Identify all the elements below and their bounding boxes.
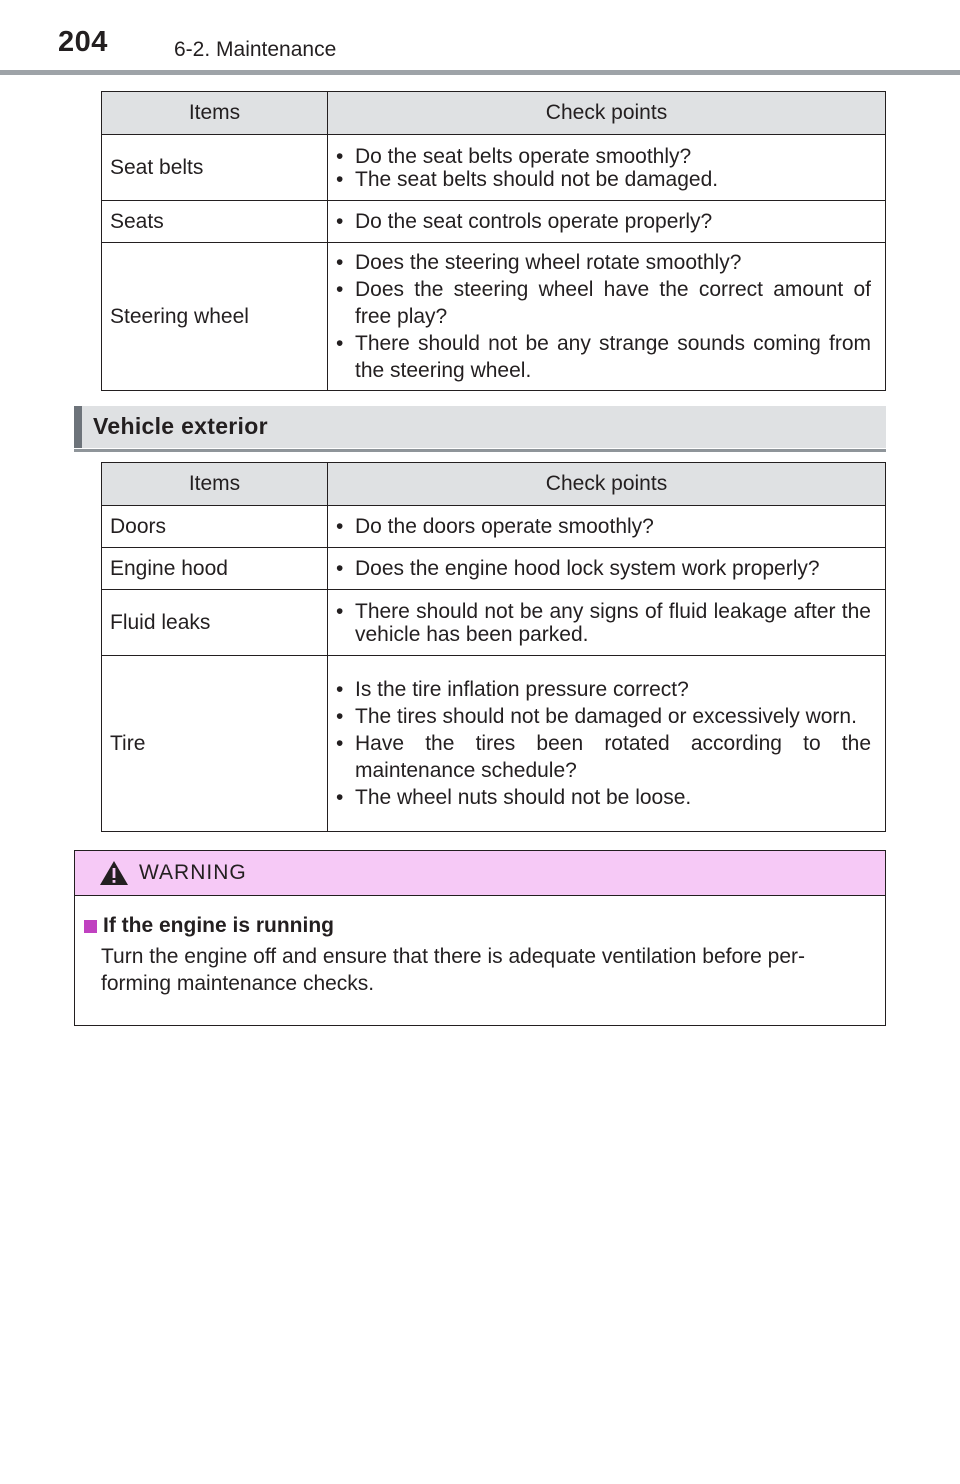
check-point: • Have the tires been rotated according to the maintenance schedule?: [336, 730, 871, 784]
header-divider: [0, 70, 960, 75]
warning-text: Turn the engine off and ensure that there is adequate ventilation before per-forming maintenance checks.: [101, 945, 805, 995]
exterior-checks-table: [101, 462, 886, 832]
page-header: [0, 0, 960, 76]
warning-box: [74, 850, 886, 1026]
item-cell: Fluid leaks: [102, 590, 328, 656]
heading-underline: [74, 449, 886, 452]
check-point: • There should not be any signs of fluid leakage after the vehicle has been parked.: [336, 600, 871, 646]
item-cell: Doors: [102, 506, 328, 548]
table-header-row: [102, 463, 886, 506]
square-bullet-icon: [84, 920, 97, 933]
check-point: • The seat belts should not be damaged.: [336, 168, 871, 191]
item-cell: Steering wheel: [102, 243, 328, 391]
item-cell: Seats: [102, 201, 328, 243]
item-cell: Tire: [102, 656, 328, 832]
check-point: • Do the seat belts operate smoothly?: [336, 145, 871, 168]
page-number: 204: [58, 26, 108, 58]
check-point: • Is the tire inflation pressure correct?: [336, 676, 871, 703]
column-header-check-points: Check points: [328, 463, 886, 506]
check-point: • Does the steering wheel rotate smoothly?: [336, 249, 871, 276]
check-point: • Do the seat controls operate properly?: [336, 208, 871, 235]
warning-body: [75, 896, 885, 997]
table-row: [102, 201, 886, 243]
check-point: • Do the doors operate smoothly?: [336, 513, 871, 540]
item-cell: Engine hood: [102, 548, 328, 590]
warning-header: [75, 851, 885, 896]
table-row: [102, 548, 886, 590]
check-points-cell: [328, 656, 886, 832]
warning-subheading-text: If the engine is running: [103, 914, 334, 937]
table-row: [102, 506, 886, 548]
interior-checks-table: [101, 91, 886, 391]
table-header-row: [102, 92, 886, 135]
item-cell: Seat belts: [102, 135, 328, 201]
check-points-cell: [328, 243, 886, 391]
section-heading: [74, 406, 886, 448]
check-points-cell: [328, 590, 886, 656]
check-points-cell: [328, 135, 886, 201]
column-header-check-points: Check points: [328, 92, 886, 135]
section-title: 6-2. Maintenance: [174, 38, 337, 61]
section-heading-text: Vehicle exterior: [93, 413, 268, 439]
check-points-cell: [328, 201, 886, 243]
check-points-cell: [328, 506, 886, 548]
warning-title: WARNING: [139, 861, 247, 884]
column-header-items: Items: [102, 92, 328, 135]
warning-subheading: [84, 914, 871, 938]
column-header-items: Items: [102, 463, 328, 506]
check-point: • Does the engine hood lock system work properly?: [336, 555, 871, 582]
table-row: [102, 243, 886, 391]
table-row: [102, 135, 886, 201]
warning-triangle-icon: [99, 860, 129, 886]
check-point: • The wheel nuts should not be loose.: [336, 784, 871, 811]
table-row: [102, 656, 886, 832]
heading-accent-bar: [74, 406, 82, 448]
table-row: [102, 590, 886, 656]
check-point: • There should not be any strange sounds coming from the steering wheel.: [336, 330, 871, 384]
check-points-cell: [328, 548, 886, 590]
check-point: • The tires should not be damaged or excessively worn.: [336, 703, 871, 730]
check-point: • Does the steering wheel have the correct amount of free play?: [336, 276, 871, 330]
